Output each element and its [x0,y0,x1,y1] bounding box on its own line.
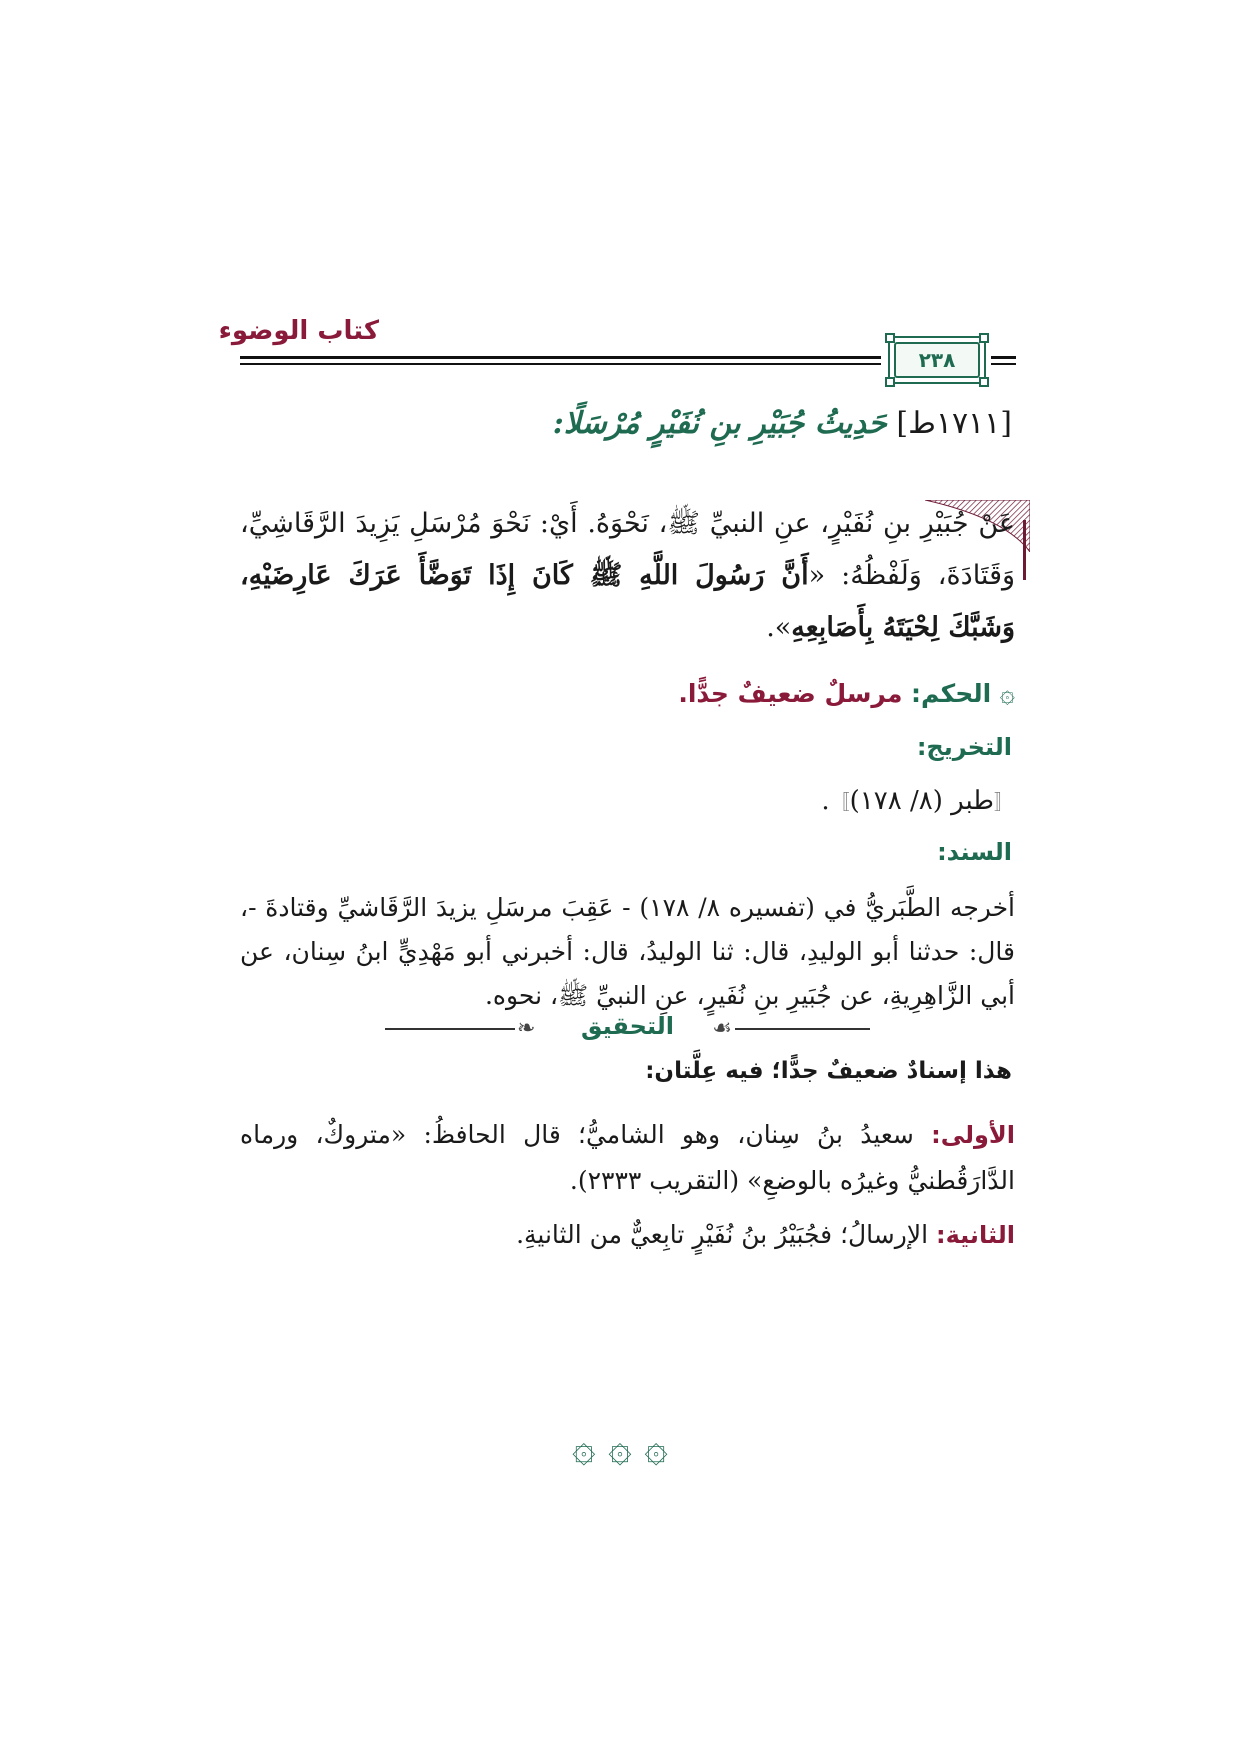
frame-corner-ornament [885,333,895,343]
matn-intro: عَنْ جُبَيْرِ بنِ نُفَيْرٍ، عنِ النبيِّ ﷺ، نَحْوَهُ. أَيْ: نَحْوَ مُرْسَلِ يَزِيدَ الرَّقَاشِيِّ، وَقَتَادَةَ، وَلَفْظُهُ: « [240,508,1016,591]
hukm-value: مرسلٌ ضعيفٌ جدًّا. [678,679,903,708]
hukm-line [678,678,1015,709]
hadith-matn [240,498,1015,654]
takhrij-heading: التخريج: [916,733,1012,761]
ref-close-bracket: 〛 [829,790,850,814]
header-rule [240,356,881,359]
takhrij-reference [821,786,1014,816]
page-number-frame [888,336,986,384]
second-defect-label: الثانية: [935,1221,1015,1249]
frame-corner-ornament [979,333,989,343]
first-defect [240,1112,1015,1204]
hadith-heading [553,406,1012,441]
flower-bullet-icon: ۞ [999,679,1015,709]
matn-outro: ». [766,612,792,643]
running-title: كتاب الوضوء [218,316,379,346]
frame-corner-ornament [979,377,989,387]
ref-open-bracket: 〚 [994,790,1014,814]
hadith-title: حَدِيثُ جُبَيْرِ بنِ نُفَيْرٍ مُرْسَلًا: [552,406,887,441]
second-defect [240,1212,1015,1258]
scroll-ornament-icon: ☙ [712,1016,732,1041]
scroll-ornament-icon: ❧ [517,1016,536,1041]
ref-period: . [821,786,830,816]
hukm-label: الحكم: [911,679,992,708]
takhrij-source: طبر (٨/ ١٧٨) [849,786,994,816]
sanad-text: أخرجه الطَّبَريُّ في (تفسيره ٨/ ١٧٨) - عَقِبَ مرسَلِ يزيدَ الرَّقَاشيِّ وقتادةَ -، قال: حدثنا أبو الوليدِ، قال: ثنا الوليدُ، قال: أخبرني أبو مَهْدِيٍّ ابنُ سِنان، عن أبي الزَّاهِرِيةِ، عن جُبَيرِ بنِ نُفَيرٍ، عنِ النبيِّ ﷺ، نحوه. [240,893,1015,1010]
sanad-heading: السند: [937,838,1012,866]
first-defect-label: الأولى: [931,1121,1015,1149]
end-ornament-icon: ۞ ۞ ۞ [572,1425,668,1471]
header-rule [991,356,1016,359]
tahqiq-statement: هذا إسنادٌ ضعيفٌ جدًّا؛ فيه عِلَّتان: [645,1058,1012,1084]
first-defect-text: سعيدُ بنُ سِنان، وهو الشاميُّ؛ قال الحافظُ: «متروكٌ، ورماه الدَّارَقُطنيُّ وغيرُه بالوضعِ» (التقريب ٢٣٣٣). [240,1120,1015,1195]
header-rule [991,363,1016,365]
header-rule [240,363,881,365]
page-number: ٢٣٨ [894,342,980,378]
frame-corner-ornament [885,377,895,387]
matn-quote: أَنَّ رَسُولَ اللَّهِ ﷺ كَانَ إِذَا تَوَضَّأَ عَرَكَ عَارِضَيْهِ، وَشَبَّكَ لِحْيَتَهُ بِأَصَابِعِهِ [240,560,1015,643]
second-defect-text: الإرسالُ؛ فجُبَيْرُ بنُ نُفَيْرٍ تابِعيٌّ من الثانيةِ. [516,1220,936,1249]
hadith-number: [١٧١١ط] [896,406,1012,441]
matn-side-bar [1023,520,1026,580]
tahqiq-divider [385,1010,870,1046]
tahqiq-label: التحقيق [580,1012,675,1040]
